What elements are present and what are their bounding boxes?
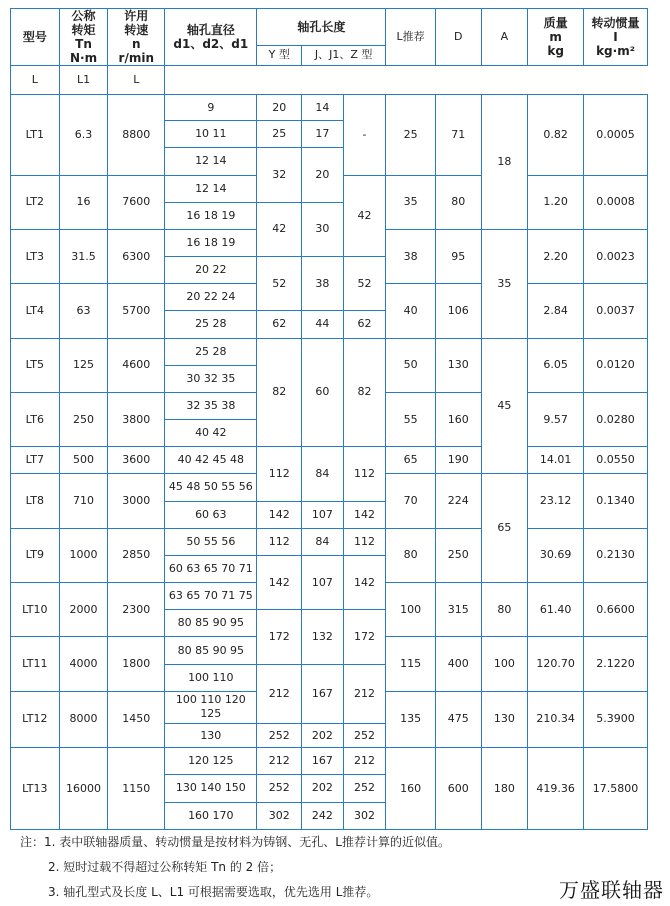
inertia-cell: 0.0280 [584,392,648,446]
bore-cell: 12 14 [165,148,257,175]
a-cell: 35 [481,229,528,338]
l-length-cell: 212 [343,664,386,723]
note-3: 3. 轴孔型式及长度 L、L1 可根据需要选取，优先选用 L推荐。 [48,885,379,899]
torque-cell: 125 [59,338,108,392]
bore-cell: 32 35 38 [165,392,257,419]
speed-cell: 3600 [108,447,165,474]
model-cell: LT10 [11,583,60,637]
l-rec-cell: 80 [386,528,436,582]
bore-cell: 20 22 [165,257,257,284]
mass-cell: 30.69 [528,528,584,582]
model-cell: LT4 [11,284,60,338]
d-cell: 130 [435,338,481,392]
speed-cell: 5700 [108,284,165,338]
y-length-cell: 212 [257,748,302,775]
d-cell: 80 [435,175,481,229]
model-cell: LT11 [11,637,60,691]
y-length-cell: 252 [257,724,302,748]
l-length-cell: 142 [343,555,386,609]
l1-length-cell: 107 [302,501,344,528]
bore-cell: 12 14 [165,175,257,202]
l-length-cell: 42 [343,175,386,257]
speed-cell: 4600 [108,338,165,392]
bore-cell: 30 32 35 [165,365,257,392]
torque-cell: 8000 [59,691,108,747]
bore-cell: 80 85 90 95 [165,637,257,664]
l1-length-cell: 44 [302,311,344,338]
l-length-cell: 172 [343,610,386,664]
inertia-cell: 0.0008 [584,175,648,229]
model-cell: LT2 [11,175,60,229]
header-torque: 公称 转矩 Tn N·m [59,9,108,66]
l-length-cell: 212 [343,748,386,775]
bore-cell: 20 22 24 [165,284,257,311]
l1-length-cell: 202 [302,724,344,748]
torque-cell: 16 [59,175,108,229]
bore-cell: 130 140 150 [165,775,257,802]
inertia-cell: 0.1340 [584,474,648,528]
l1-length-cell: 20 [302,148,344,202]
l-length-cell: 142 [343,501,386,528]
model-cell: LT6 [11,392,60,446]
y-length-cell: 82 [257,338,302,447]
speed-cell: 2300 [108,583,165,637]
bore-cell: 63 65 70 71 75 [165,583,257,610]
y-length-cell: 112 [257,528,302,555]
header-speed: 许用 转速 n r/min [108,9,165,66]
inertia-cell: 2.1220 [584,637,648,691]
bore-cell: 9 [165,95,257,121]
coupling-spec-table [10,8,648,830]
speed-cell: 1450 [108,691,165,747]
y-length-cell: 20 [257,95,302,121]
l1-length-cell: 132 [302,610,344,664]
l1-length-cell: 84 [302,447,344,501]
l-rec-cell: 50 [386,338,436,392]
bore-cell: 10 11 [165,121,257,148]
d-cell: 250 [435,528,481,582]
bore-cell: 60 63 65 70 71 [165,555,257,582]
mass-cell: 2.20 [528,229,584,283]
l-rec-cell: 55 [386,392,436,446]
a-cell: 180 [481,748,528,830]
header-jjz-type: J、J1、Z 型 [302,45,386,65]
l-length-cell: - [343,95,386,176]
note-1: 注：1. 表中联轴器质量、转动惯量是按材料为铸钢、无孔、L推荐计算的近似值。 [20,835,450,849]
speed-cell: 1800 [108,637,165,691]
l-length-cell: 52 [343,257,386,311]
torque-cell: 6.3 [59,95,108,176]
torque-cell: 63 [59,284,108,338]
speed-cell: 1150 [108,748,165,830]
l1-length-cell: 60 [302,338,344,447]
a-cell: 18 [481,95,528,230]
header-mass: 质量 m kg [528,9,584,66]
y-length-cell: 172 [257,610,302,664]
model-cell: LT7 [11,447,60,474]
speed-cell: 8800 [108,95,165,176]
header-y-type: Y 型 [257,45,302,65]
d-cell: 95 [435,229,481,283]
mass-cell: 6.05 [528,338,584,392]
mass-cell: 2.84 [528,284,584,338]
l-length-cell: 302 [343,802,386,830]
header-l-recommended: L推荐 [386,9,436,66]
d-cell: 106 [435,284,481,338]
model-cell: LT9 [11,528,60,582]
bore-cell: 25 28 [165,311,257,338]
speed-cell: 3000 [108,474,165,528]
torque-cell: 4000 [59,637,108,691]
mass-cell: 120.70 [528,637,584,691]
model-cell: LT5 [11,338,60,392]
inertia-cell: 0.0120 [584,338,648,392]
y-length-cell: 42 [257,202,302,256]
mass-cell: 0.82 [528,95,584,176]
mass-cell: 61.40 [528,583,584,637]
l-length-cell: 252 [343,775,386,802]
l-length-cell: 112 [343,447,386,501]
header-y-l: L [11,66,60,95]
y-length-cell: 62 [257,311,302,338]
l1-length-cell: 242 [302,802,344,830]
l1-length-cell: 167 [302,664,344,723]
speed-cell: 7600 [108,175,165,229]
speed-cell: 2850 [108,528,165,582]
l-rec-cell: 40 [386,284,436,338]
l-rec-cell: 25 [386,95,436,176]
mass-cell: 9.57 [528,392,584,446]
bore-cell: 120 125 [165,748,257,775]
l-rec-cell: 35 [386,175,436,229]
l-length-cell: 62 [343,311,386,338]
torque-cell: 500 [59,447,108,474]
mass-cell: 23.12 [528,474,584,528]
l-rec-cell: 65 [386,447,436,474]
bore-cell: 50 55 56 [165,528,257,555]
bore-cell: 16 18 19 [165,202,257,229]
d-cell: 475 [435,691,481,747]
header-model: 型号 [11,9,60,66]
y-length-cell: 252 [257,775,302,802]
header-inertia: 转动惯量 I kg·m² [584,9,648,66]
l-rec-cell: 38 [386,229,436,283]
model-cell: LT3 [11,229,60,283]
l1-length-cell: 14 [302,95,344,121]
bore-cell: 40 42 [165,420,257,447]
inertia-cell: 0.0550 [584,447,648,474]
l-rec-cell: 70 [386,474,436,528]
speed-cell: 3800 [108,392,165,446]
inertia-cell: 0.0037 [584,284,648,338]
y-length-cell: 32 [257,148,302,202]
bore-cell: 45 48 50 55 56 [165,474,257,501]
torque-cell: 16000 [59,748,108,830]
l1-length-cell: 17 [302,121,344,148]
header-bore-diameter: 轴孔直径 d1、d2、d1 [165,9,257,66]
header-d: D [435,9,481,66]
l-length-cell: 82 [343,338,386,447]
l1-length-cell: 84 [302,528,344,555]
torque-cell: 31.5 [59,229,108,283]
model-cell: LT13 [11,748,60,830]
l-rec-cell: 135 [386,691,436,747]
model-cell: LT8 [11,474,60,528]
l-rec-cell: 100 [386,583,436,637]
inertia-cell: 0.0023 [584,229,648,283]
a-cell: 80 [481,583,528,637]
header-l1: L1 [59,66,108,95]
a-cell: 100 [481,637,528,691]
bore-cell: 25 28 [165,338,257,365]
mass-cell: 1.20 [528,175,584,229]
bore-cell: 80 85 90 95 [165,610,257,637]
inertia-cell: 0.6600 [584,583,648,637]
model-cell: LT1 [11,95,60,176]
y-length-cell: 142 [257,555,302,609]
notes-section [20,830,450,905]
a-cell: 45 [481,338,528,474]
bore-cell: 100 110 [165,664,257,691]
inertia-cell: 0.0005 [584,95,648,176]
d-cell: 224 [435,474,481,528]
l1-length-cell: 202 [302,775,344,802]
inertia-cell: 0.2130 [584,528,648,582]
header-l: L [108,66,165,95]
y-length-cell: 25 [257,121,302,148]
d-cell: 160 [435,392,481,446]
bore-cell: 160 170 [165,802,257,830]
mass-cell: 210.34 [528,691,584,747]
l1-length-cell: 30 [302,202,344,256]
bore-cell: 40 42 45 48 [165,447,257,474]
l1-length-cell: 38 [302,257,344,311]
y-length-cell: 112 [257,447,302,501]
model-cell: LT12 [11,691,60,747]
l-rec-cell: 115 [386,637,436,691]
inertia-cell: 5.3900 [584,691,648,747]
torque-cell: 710 [59,474,108,528]
mass-cell: 14.01 [528,447,584,474]
l-rec-cell: 160 [386,748,436,830]
header-a: A [481,9,528,66]
y-length-cell: 212 [257,664,302,723]
bore-cell: 60 63 [165,501,257,528]
d-cell: 315 [435,583,481,637]
d-cell: 190 [435,447,481,474]
brand-watermark: 万盛联轴器 [559,878,664,902]
mass-cell: 419.36 [528,748,584,830]
l1-length-cell: 107 [302,555,344,609]
d-cell: 71 [435,95,481,176]
bore-cell: 100 110 120 125 [165,691,257,723]
l-length-cell: 112 [343,528,386,555]
inertia-cell: 17.5800 [584,748,648,830]
a-cell: 130 [481,691,528,747]
header-bore-length: 轴孔长度 [257,9,386,46]
l1-length-cell: 167 [302,748,344,775]
d-cell: 400 [435,637,481,691]
y-length-cell: 142 [257,501,302,528]
bore-cell: 130 [165,724,257,748]
speed-cell: 6300 [108,229,165,283]
l-length-cell: 252 [343,724,386,748]
d-cell: 600 [435,748,481,830]
torque-cell: 2000 [59,583,108,637]
note-2: 2. 短时过载不得超过公称转矩 Tn 的 2 倍； [48,860,282,874]
torque-cell: 1000 [59,528,108,582]
y-length-cell: 52 [257,257,302,311]
torque-cell: 250 [59,392,108,446]
bore-cell: 16 18 19 [165,229,257,256]
y-length-cell: 302 [257,802,302,830]
a-cell: 65 [481,474,528,583]
